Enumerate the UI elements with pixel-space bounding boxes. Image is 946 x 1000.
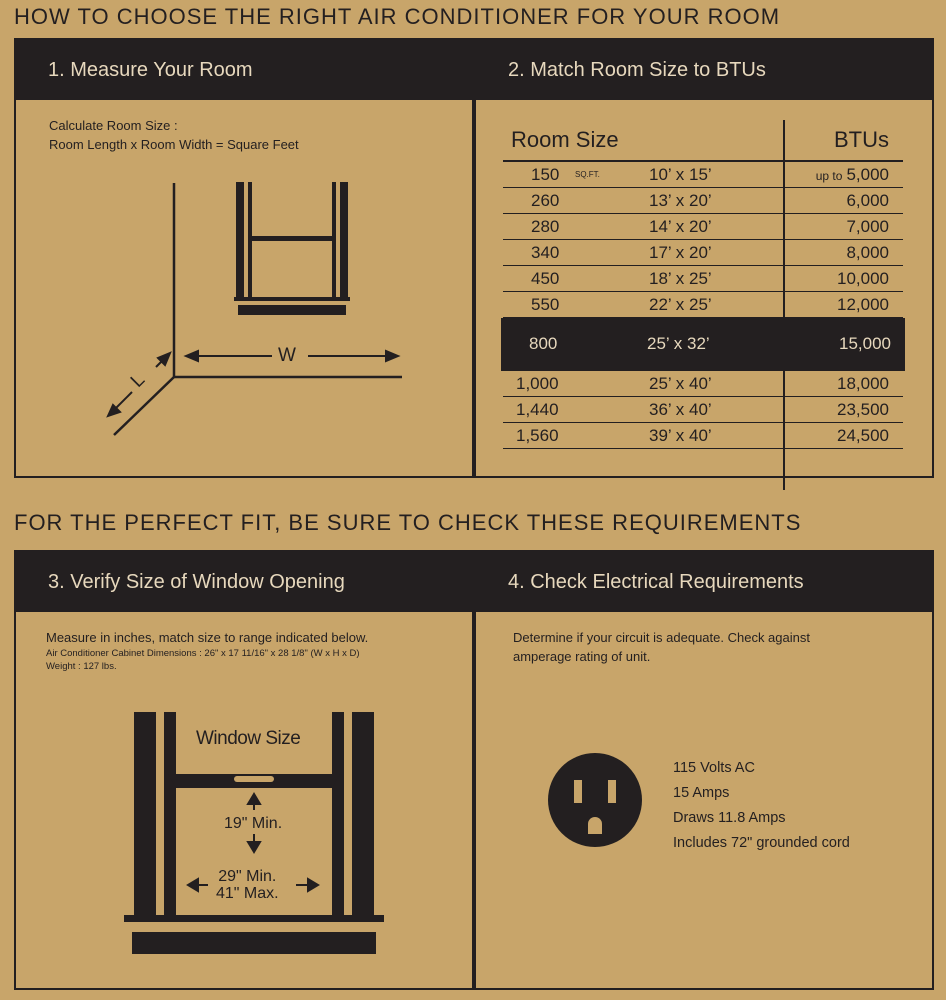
instruction-line-1: Measure in inches, match size to range indicated below. [46, 630, 369, 645]
room-size: 340 [531, 243, 560, 262]
room-size: 1,560 [516, 426, 559, 445]
instruction-line-2: amperage rating of unit. [513, 649, 651, 664]
column-header-room-size: Room Size [511, 127, 619, 152]
instruction-line-1: Calculate Room Size : [49, 118, 178, 133]
length-label: L [126, 369, 150, 392]
width-label: W [278, 345, 296, 366]
requirements-heading: FOR THE PERFECT FIT, BE SURE TO CHECK THESE REQUIREMENTS [14, 510, 802, 535]
instruction-line-1: Determine if your circuit is adequate. Check against [513, 630, 810, 645]
room-size: 150 [531, 165, 560, 184]
btu-table [503, 120, 903, 449]
btu-value: 18,000 [837, 374, 889, 393]
instruction-line-2: Room Length x Room Width = Square Feet [49, 137, 299, 152]
spec-voltage: 115 Volts AC [673, 760, 755, 776]
table-row [503, 371, 903, 397]
panel-btu-table [474, 38, 934, 478]
room-dimensions: 17’ x 20’ [649, 243, 712, 262]
table-row [503, 162, 903, 188]
table-row-highlighted [501, 318, 905, 371]
table-row [503, 397, 903, 423]
panel-window-opening [14, 550, 474, 990]
btu-value: 7,000 [846, 217, 889, 236]
room-dimensions: 39’ x 40’ [649, 426, 712, 445]
table-header [503, 120, 903, 162]
btu-value: 23,500 [837, 400, 889, 419]
window-opening-illustration [16, 552, 472, 988]
panel-title: 2. Match Room Size to BTUs [476, 40, 932, 100]
cabinet-dimensions: Air Conditioner Cabinet Dimensions : 26" x 17 11/16" x 28 1/8" (W x H x D) [46, 648, 360, 659]
spec-draw: Draws 11.8 Amps [673, 810, 786, 826]
panel-measure-room [14, 38, 474, 478]
btu-prefix: up to [815, 169, 843, 183]
spec-amps: 15 Amps [673, 785, 730, 801]
panel-title: 3. Verify Size of Window Opening [16, 552, 472, 612]
panel-electrical [474, 550, 934, 990]
room-size: 450 [531, 269, 560, 288]
btu-value: 15,000 [839, 334, 891, 353]
panel-title: 1. Measure Your Room [16, 40, 472, 100]
window-size-label: Window Size [196, 728, 301, 749]
unit-weight: Weight : 127 lbs. [46, 661, 117, 672]
room-size: 800 [529, 334, 558, 353]
room-dimensions: 13’ x 20’ [649, 191, 712, 210]
room-size: 280 [531, 217, 560, 236]
width-min-label: 29" Min. [218, 868, 277, 885]
table-row [503, 423, 903, 449]
btu-value [816, 162, 889, 189]
btu-value: 12,000 [837, 295, 889, 314]
btu-value: 24,500 [837, 426, 889, 445]
spec-cord: Includes 72" grounded cord [673, 835, 850, 851]
width-max-label: 41" Max. [216, 885, 279, 902]
main-heading: HOW TO CHOOSE THE RIGHT AIR CONDITIONER FOR YOUR ROOM [14, 4, 781, 29]
table-row [503, 240, 903, 266]
btu-number: 5,000 [846, 165, 889, 184]
table-row [503, 214, 903, 240]
room-size: 260 [531, 191, 560, 210]
table-row [503, 188, 903, 214]
btu-value: 8,000 [846, 243, 889, 262]
room-dimensions: 18’ x 25’ [649, 269, 712, 288]
electrical-specs [673, 756, 850, 856]
table-row [503, 266, 903, 292]
column-header-btus: BTUs [834, 127, 889, 152]
room-dimensions: 22’ x 25’ [649, 295, 712, 314]
width-range-label [216, 868, 279, 902]
room-size: 550 [531, 295, 560, 314]
room-dimensions: 10’ x 15’ [649, 165, 712, 184]
room-dimensions: 25’ x 32’ [647, 334, 710, 353]
height-min-label: 19" Min. [224, 815, 283, 832]
room-diagram-illustration [16, 40, 472, 476]
room-size: 1,440 [516, 400, 559, 419]
room-dimensions: 14’ x 20’ [649, 217, 712, 236]
btu-value: 10,000 [837, 269, 889, 288]
room-dimensions: 36’ x 40’ [649, 400, 712, 419]
room-size: 1,000 [516, 374, 559, 393]
table-row [503, 292, 903, 318]
btu-value: 6,000 [846, 191, 889, 210]
room-dimensions: 25’ x 40’ [649, 374, 712, 393]
panel-title: 4. Check Electrical Requirements [476, 552, 932, 612]
room-size-unit: SQ.FT. [575, 170, 600, 179]
